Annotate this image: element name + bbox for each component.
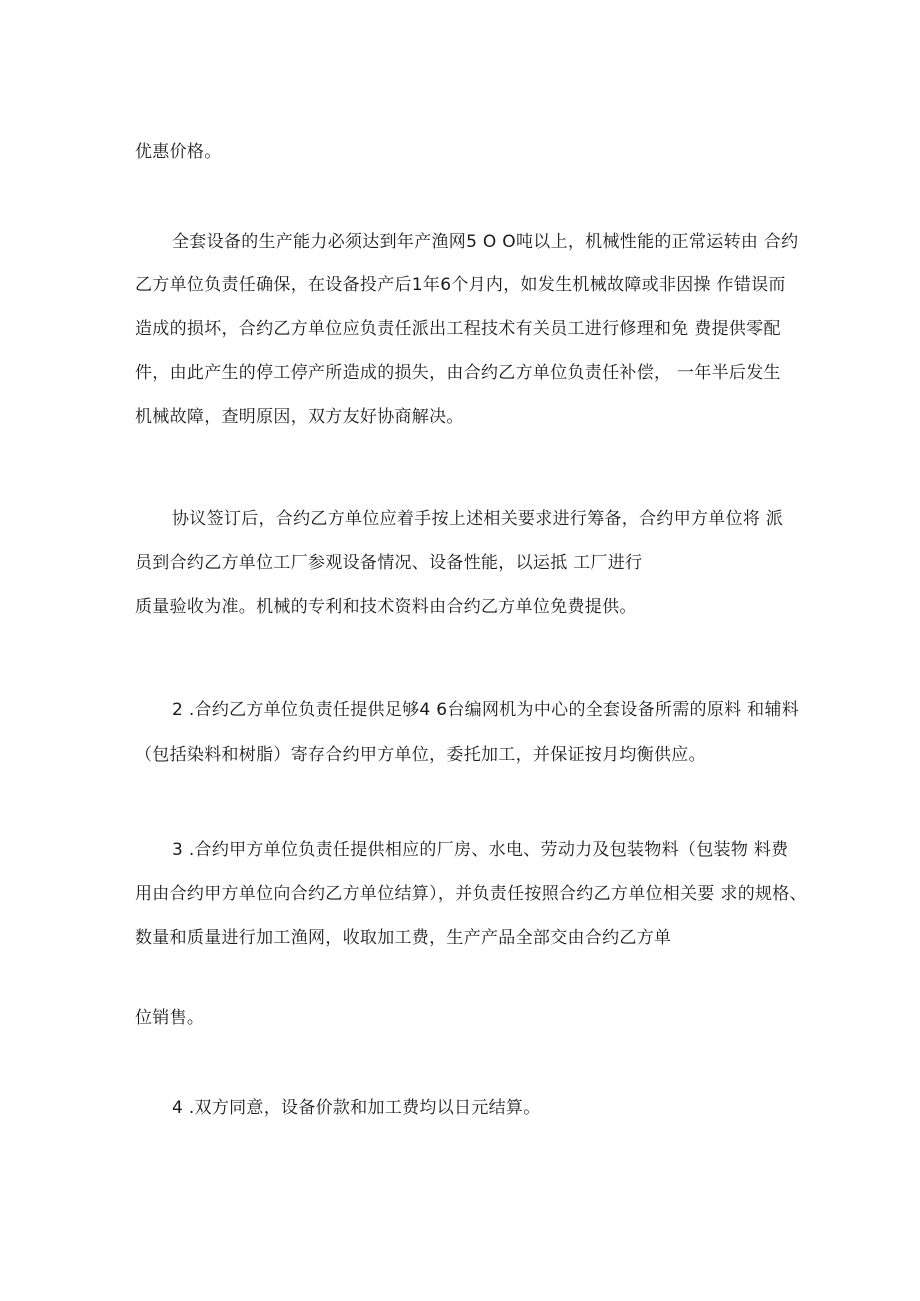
text-line xyxy=(0,739,920,771)
text-line xyxy=(0,357,920,389)
text-line xyxy=(0,313,920,345)
text-line xyxy=(0,503,920,535)
text-line-content: 优惠价格。 xyxy=(135,142,222,162)
text-line xyxy=(0,547,920,579)
text-line-content: 员到合约乙方单位工厂参观设备情况、设备性能，以运抵 工厂进行 xyxy=(135,553,643,573)
text-line-content: 用由合约甲方单位向合约乙方单位结算），并负责任按照合约乙方单位相关要 求的规格、 xyxy=(135,884,807,904)
text-line-content: 全套设备的生产能力必须达到年产渔网5 O O吨以上，机械性能的正常运转由 合约 xyxy=(172,232,799,252)
text-line xyxy=(0,834,920,866)
text-line-content: （包括染料和树脂）寄存合约甲方单位，委托加工，并保证按月均衡供应。 xyxy=(135,745,706,765)
text-line xyxy=(0,269,920,301)
text-line xyxy=(0,922,920,954)
text-line xyxy=(0,226,920,258)
text-line xyxy=(0,1092,920,1124)
text-line-content: 4 .双方同意，设备价款和加工费均以日元结算。 xyxy=(172,1098,541,1118)
text-line-content: 2 .合约乙方单位负责任提供足够4 6台编网机为中心的全套设备所需的原料 和辅料 xyxy=(172,700,800,720)
text-line-content: 机械故障，查明原因，双方友好协商解决。 xyxy=(135,407,464,427)
text-line-content: 造成的损坏，合约乙方单位应负责任派出工程技术有关员工进行修理和免 费提供零配 xyxy=(135,319,781,339)
text-line-content: 乙方单位负责任确保，在设备投产后1年6个月内，如发生机械故障或非因操 作错误而 xyxy=(135,275,786,295)
text-line xyxy=(0,1002,920,1034)
text-line-content: 3 .合约甲方单位负责任提供相应的厂房、水电、劳动力及包装物料（包装物 料费 xyxy=(172,840,789,860)
text-line-content: 位销售。 xyxy=(135,1008,205,1028)
text-line xyxy=(0,401,920,433)
text-line-content: 协议签订后，合约乙方单位应着手按上述相关要求进行筹备，合约甲方单位将 派 xyxy=(172,509,784,529)
text-line xyxy=(0,878,920,910)
text-line xyxy=(0,136,920,168)
text-line xyxy=(0,591,920,623)
text-line-content: 质量验收为准。机械的专利和技术资料由合约乙方单位免费提供。 xyxy=(135,597,637,617)
text-line-content: 件，由此产生的停工停产所造成的损失，由合约乙方单位负责任补偿， 一年半后发生 xyxy=(135,363,781,383)
text-line-content: 数量和质量进行加工渔网，收取加工费，生产产品全部交由合约乙方单 xyxy=(135,928,672,948)
text-line xyxy=(0,694,920,726)
